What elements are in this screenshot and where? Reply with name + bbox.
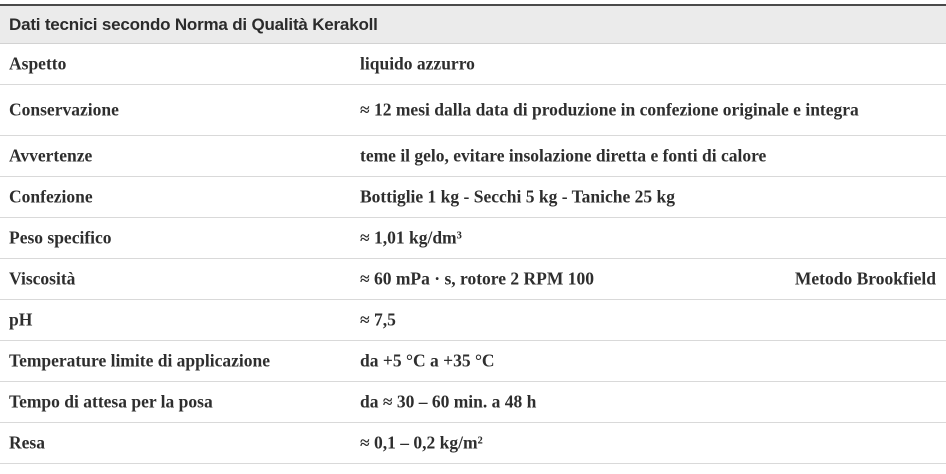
- row-value: da ≈ 30 – 60 min. a 48 h: [360, 391, 537, 412]
- row-tempo-attesa: [0, 382, 946, 423]
- row-confezione: [0, 177, 946, 218]
- row-value: ≈ 60 mPa · s, rotore 2 RPM 100: [360, 268, 594, 289]
- row-peso-specifico: [0, 218, 946, 259]
- row-viscosita: [0, 259, 946, 300]
- row-avvertenze: [0, 136, 946, 177]
- row-temperature-limite: [0, 341, 946, 382]
- row-label: Temperature limite di applicazione: [9, 350, 271, 371]
- row-label: Peso specifico: [9, 227, 112, 248]
- row-ph: [0, 300, 946, 341]
- row-value: da +5 °C a +35 °C: [360, 350, 495, 371]
- row-method: Metodo Brookfield: [794, 268, 936, 289]
- row-label: Confezione: [9, 186, 93, 207]
- row-label: Aspetto: [9, 53, 67, 74]
- row-value: Bottiglie 1 kg - Secchi 5 kg - Taniche 25 kg: [360, 186, 676, 207]
- row-label: Conservazione: [9, 99, 119, 120]
- row-label: Tempo di attesa per la posa: [9, 391, 213, 412]
- table-body: [0, 44, 946, 464]
- row-resa: [0, 423, 946, 464]
- row-value: ≈ 1,01 kg/dm³: [360, 227, 462, 248]
- row-value: liquido azzurro: [360, 53, 475, 74]
- row-value: ≈ 7,5: [360, 309, 396, 330]
- row-label: Avvertenze: [9, 145, 93, 166]
- row-aspetto: [0, 44, 946, 85]
- row-value: teme il gelo, evitare insolazione diretta e fonti di calore: [360, 145, 767, 166]
- row-conservazione: [0, 85, 946, 136]
- row-label: Viscosità: [9, 268, 76, 289]
- row-label: Resa: [9, 432, 45, 453]
- row-value: ≈ 0,1 – 0,2 kg/m²: [360, 432, 483, 453]
- table-title: Dati tecnici secondo Norma di Qualità Kerakoll: [9, 15, 378, 34]
- row-label: pH: [9, 309, 33, 330]
- row-value: ≈ 12 mesi dalla data di produzione in confezione originale e integra: [360, 99, 859, 120]
- table-header: [0, 6, 946, 44]
